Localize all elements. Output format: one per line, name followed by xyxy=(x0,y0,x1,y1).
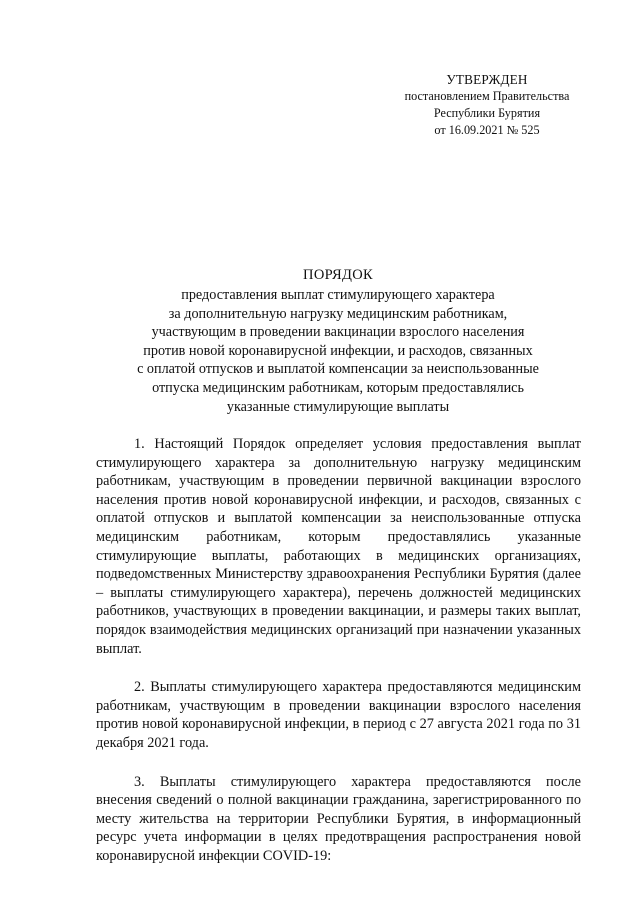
subtitle-line: указанные стимулирующие выплаты xyxy=(226,398,450,415)
paragraph-2: 2. Выплаты стимулирующего характера предоставляются медицинским работникам, участвующим в проведении вакцинации взрослого населения против новой коронавирусной инфекции, в период с 27 августа 2021 года по 31 декабря 2021 года. xyxy=(96,679,581,751)
subtitle-line: с оплатой отпусков и выплатой компенсации за неиспользованные xyxy=(137,361,539,378)
paragraph-3: 3. Выплаты стимулирующего характера предоставляются после внесения сведений о полной вакцинации гражданина, зарегистрированного по месту жительства на территории Республики Бурятия, в информационный ресурс учета информации в целях предотвращения распространения новой коронавирусной инфекции COVID-19: xyxy=(96,773,581,864)
subtitle-line: предоставления выплат стимулирующего характера xyxy=(181,287,495,303)
document-title: ПОРЯДОК xyxy=(303,267,373,283)
paragraph-1: 1. Настоящий Порядок определяет условия предоставления выплат стимулирующего характера за дополнительную нагрузку медицинским работникам, участвующим в проведении первичной вакцинации взрослого населения против новой коронавирусной инфекции, и расходов, связанных с оплатой отпусков и выплатой компенсации за неиспользованные отпуска медицинским работникам, которым предоставлялись указанные стимулирующие выплаты, работающих в медицинских организациях, подведомственных Министерству здравоохранения Республики Бурятия (далее – выплаты стимулирующего характера), перечень должностей медицинских работников, участвующих в проведении вакцинации, и размеры таких выплат, порядок взаимодействия медицинских организаций при назначении указанных выплат. xyxy=(96,436,581,657)
document-title-block xyxy=(96,266,580,416)
approval-line: Республики Бурятия xyxy=(433,106,541,120)
approval-heading: УТВЕРЖДЕН xyxy=(446,72,528,87)
approval-line: от 16.09.2021 № 525 xyxy=(434,123,540,137)
subtitle-line: против новой коронавирусной инфекции, и расходов, связанных xyxy=(143,342,533,359)
subtitle-line: участвующим в проведении вакцинации взрослого населения xyxy=(151,324,525,341)
subtitle-line: за дополнительную нагрузку медицинским работникам, xyxy=(168,305,508,322)
subtitle-line: отпуска медицинским работникам, которым предоставлялись xyxy=(152,379,524,396)
document-body xyxy=(96,435,581,865)
approval-stamp xyxy=(398,71,576,139)
approval-line: постановлением Правительства xyxy=(404,89,570,103)
